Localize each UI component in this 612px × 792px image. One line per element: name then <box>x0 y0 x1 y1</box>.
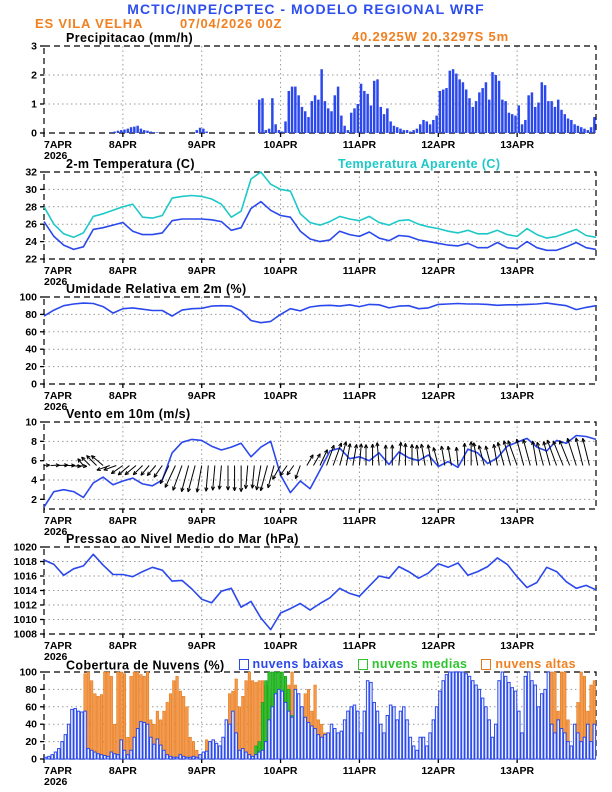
svg-text:11APR: 11APR <box>342 265 377 277</box>
panel-title-nuvens <box>66 657 576 673</box>
panel-title-pressao: Pressao ao Nivel Medio do Mar (hPa) <box>66 532 299 546</box>
svg-text:10APR: 10APR <box>263 515 298 527</box>
station-name: ES VILA VELHA <box>35 16 144 31</box>
svg-text:9APR: 9APR <box>187 765 216 777</box>
svg-text:11APR: 11APR <box>342 390 377 402</box>
svg-text:100: 100 <box>19 666 37 679</box>
legend-swatch-altas-icon <box>481 659 491 670</box>
svg-text:1: 1 <box>31 98 37 111</box>
svg-text:60: 60 <box>25 701 37 714</box>
svg-text:24: 24 <box>25 236 37 249</box>
svg-text:9APR: 9APR <box>187 640 216 652</box>
panel-title-nuvens-label: Cobertura de Nuvens (%) <box>66 658 225 673</box>
svg-text:8APR: 8APR <box>108 640 137 652</box>
svg-text:2026: 2026 <box>44 776 68 788</box>
panel-title-umidade: Umidade Relativa em 2m (%) <box>66 282 247 296</box>
legend-label-baixas: nuvens baixas <box>252 657 344 671</box>
svg-text:1012: 1012 <box>13 599 37 612</box>
svg-text:12APR: 12APR <box>421 515 456 527</box>
svg-text:12APR: 12APR <box>421 765 456 777</box>
svg-text:7APR: 7APR <box>44 640 73 652</box>
svg-text:8APR: 8APR <box>108 765 137 777</box>
svg-text:10: 10 <box>25 416 37 429</box>
svg-text:40: 40 <box>25 343 37 356</box>
legend-nuvens-baixas <box>239 657 344 671</box>
svg-text:28: 28 <box>25 201 37 214</box>
svg-text:0: 0 <box>31 378 37 391</box>
svg-text:7APR: 7APR <box>44 515 73 527</box>
svg-text:2: 2 <box>31 69 37 82</box>
svg-text:6: 6 <box>31 455 37 468</box>
svg-text:7APR: 7APR <box>44 265 73 277</box>
svg-text:1014: 1014 <box>13 585 37 597</box>
legend-label-altas: nuvens altas <box>495 657 576 671</box>
svg-text:9APR: 9APR <box>187 139 216 151</box>
svg-text:11APR: 11APR <box>342 765 377 777</box>
panel-title-vento: Vento em 10m (m/s) <box>66 407 191 421</box>
svg-text:8: 8 <box>31 435 37 448</box>
svg-text:13APR: 13APR <box>500 515 535 527</box>
svg-text:1020: 1020 <box>13 541 37 554</box>
svg-text:100: 100 <box>19 291 37 304</box>
svg-text:3: 3 <box>31 40 37 53</box>
svg-text:7APR: 7APR <box>44 390 73 402</box>
svg-text:10APR: 10APR <box>263 765 298 777</box>
svg-text:11APR: 11APR <box>342 139 377 151</box>
svg-text:30: 30 <box>25 183 37 196</box>
svg-text:8APR: 8APR <box>108 390 137 402</box>
svg-text:20: 20 <box>25 736 37 749</box>
panel-title-temperatura-aparente: Temperatura Aparente (C) <box>338 157 501 171</box>
svg-text:2026: 2026 <box>44 651 68 663</box>
svg-text:4: 4 <box>31 474 37 487</box>
panel-title-precipitacao: Precipitacao (mm/h) <box>66 31 194 45</box>
svg-text:80: 80 <box>25 308 37 321</box>
svg-text:22: 22 <box>25 253 37 266</box>
svg-text:13APR: 13APR <box>500 640 535 652</box>
svg-text:13APR: 13APR <box>500 390 535 402</box>
svg-text:12APR: 12APR <box>421 139 456 151</box>
svg-text:1008: 1008 <box>13 628 37 641</box>
svg-text:10APR: 10APR <box>263 390 298 402</box>
svg-text:10APR: 10APR <box>263 139 298 151</box>
svg-text:11APR: 11APR <box>342 640 377 652</box>
svg-text:13APR: 13APR <box>500 265 535 277</box>
svg-text:11APR: 11APR <box>342 515 377 527</box>
svg-text:0: 0 <box>31 753 37 766</box>
legend-swatch-baixas-icon <box>239 659 249 670</box>
svg-text:0: 0 <box>31 127 37 140</box>
svg-text:1016: 1016 <box>13 570 37 583</box>
run-datetime: 07/04/2026 00Z <box>180 16 283 31</box>
svg-text:7APR: 7APR <box>44 139 73 151</box>
svg-text:1018: 1018 <box>13 556 37 568</box>
svg-text:13APR: 13APR <box>500 139 535 151</box>
svg-text:8APR: 8APR <box>108 515 137 527</box>
svg-text:9APR: 9APR <box>187 515 216 527</box>
svg-text:12APR: 12APR <box>421 390 456 402</box>
svg-text:2026: 2026 <box>44 401 68 413</box>
svg-text:13APR: 13APR <box>500 765 535 777</box>
svg-text:2026: 2026 <box>44 526 68 538</box>
svg-text:26: 26 <box>25 218 37 231</box>
svg-text:1010: 1010 <box>13 614 37 626</box>
svg-text:9APR: 9APR <box>187 390 216 402</box>
svg-text:80: 80 <box>25 683 37 696</box>
svg-text:20: 20 <box>25 361 37 374</box>
legend-nuvens-medias <box>358 657 468 671</box>
svg-text:12APR: 12APR <box>421 265 456 277</box>
svg-text:2026: 2026 <box>44 276 68 288</box>
legend-swatch-medias-icon <box>358 659 368 670</box>
svg-text:7APR: 7APR <box>44 765 73 777</box>
legend-nuvens-altas <box>481 657 576 671</box>
svg-text:12APR: 12APR <box>421 640 456 652</box>
svg-text:10APR: 10APR <box>263 640 298 652</box>
svg-text:60: 60 <box>25 326 37 339</box>
panel-title-temperatura: 2-m Temperatura (C) <box>66 157 195 171</box>
svg-text:40: 40 <box>25 718 37 731</box>
svg-text:10APR: 10APR <box>263 265 298 277</box>
svg-text:32: 32 <box>25 166 37 179</box>
svg-text:2026: 2026 <box>44 150 68 162</box>
svg-text:9APR: 9APR <box>187 265 216 277</box>
svg-text:2: 2 <box>31 493 37 506</box>
legend-label-medias: nuvens medias <box>371 657 468 671</box>
svg-text:8APR: 8APR <box>108 265 137 277</box>
page-title: MCTIC/INPE/CPTEC - MODELO REGIONAL WRF <box>127 1 485 17</box>
svg-text:8APR: 8APR <box>108 139 137 151</box>
location-coords: 40.2925W 20.3297S 5m <box>352 29 509 44</box>
